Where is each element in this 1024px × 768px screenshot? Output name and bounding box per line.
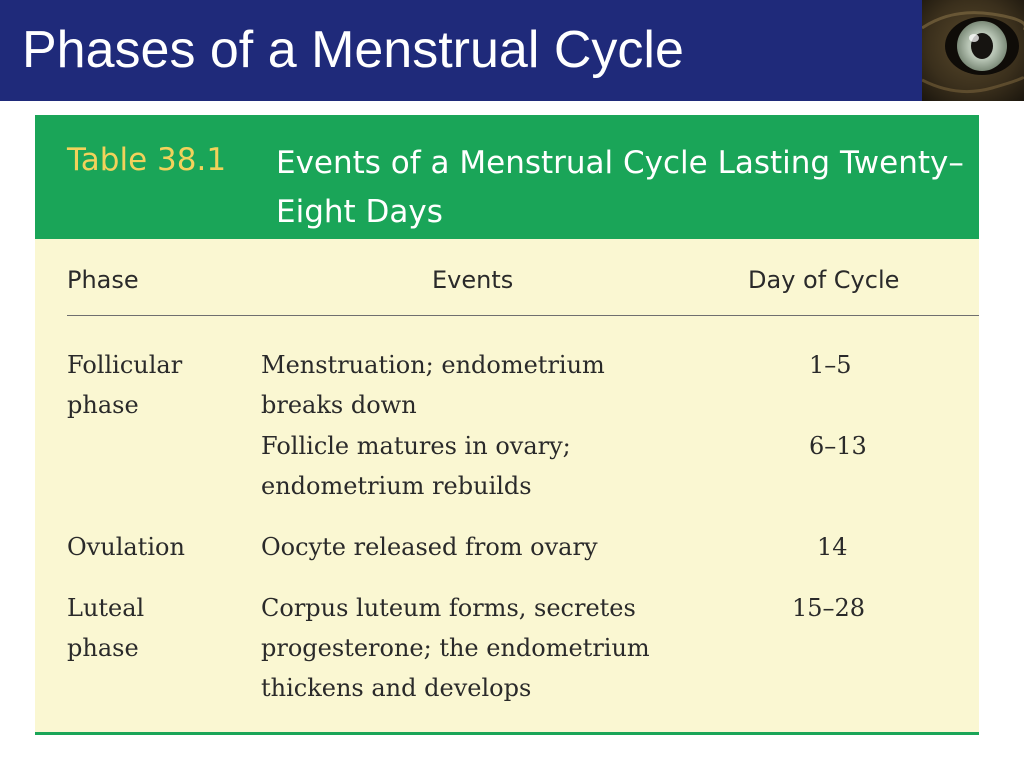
table-number: Table 38.1 bbox=[67, 142, 227, 178]
column-header-events: Events bbox=[432, 266, 514, 294]
table-cell-event: Follicle matures in ovary; endometrium rebuilds bbox=[261, 432, 571, 500]
title-bar bbox=[0, 0, 922, 101]
table-cell-phase: Ovulation bbox=[67, 533, 185, 561]
table-cell-day: 6–13 bbox=[809, 432, 867, 460]
table-cell-event: Corpus luteum forms, secretes progesterone; the endometrium thickens and develops bbox=[261, 594, 650, 702]
column-header-day: Day of Cycle bbox=[748, 266, 900, 294]
table-caption: Events of a Menstrual Cycle Lasting Twenty–Eight Days bbox=[276, 145, 964, 230]
table-cell-day: 1–5 bbox=[809, 351, 852, 379]
table-header bbox=[35, 115, 979, 239]
table-cell-event: Menstruation; endometrium breaks down bbox=[261, 351, 605, 419]
table-cell-phase: Follicular phase bbox=[67, 351, 183, 419]
table-panel bbox=[35, 115, 979, 735]
table-cell-phase: Luteal phase bbox=[67, 594, 145, 662]
slide-title: Phases of a Menstrual Cycle bbox=[22, 21, 684, 79]
column-header-phase: Phase bbox=[67, 266, 139, 294]
table-cell-day: 14 bbox=[817, 533, 848, 561]
table-cell-event: Oocyte released from ovary bbox=[261, 533, 598, 561]
table-cell-day: 15–28 bbox=[792, 594, 866, 622]
bottom-divider bbox=[35, 732, 979, 735]
header-divider bbox=[67, 315, 979, 316]
eye-photo bbox=[922, 0, 1024, 101]
eye-image bbox=[922, 0, 1024, 101]
